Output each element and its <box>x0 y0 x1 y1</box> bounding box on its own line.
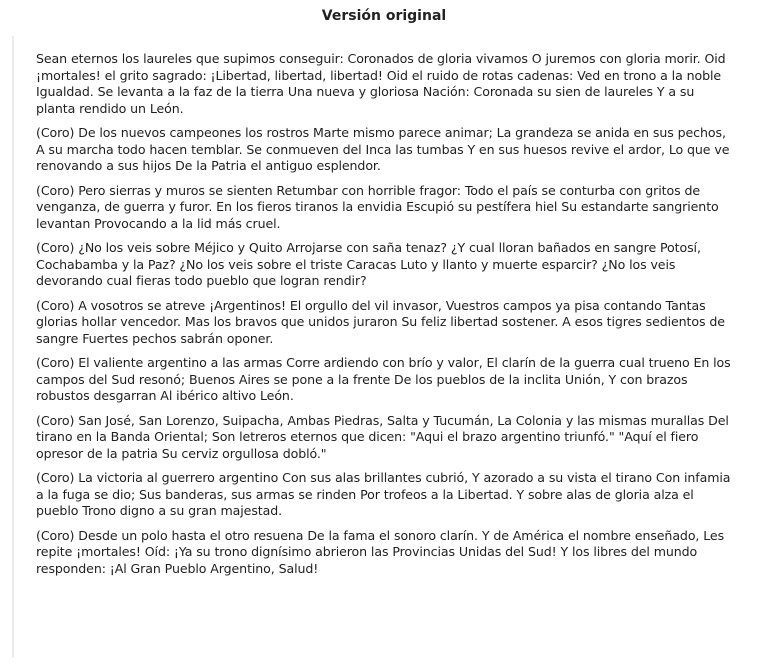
stanza-6: (Coro) El valiente argentino a las armas Corre ardiendo con brío y valor, El clarín de la guerra cual trueno En los campos del Sud resonó; Buenos Aires se pone a la frente De los pueblos de la inclita Unión, Y con brazos robustos desgarran Al ibérico altivo León. <box>36 355 731 403</box>
lyrics-panel <box>12 36 754 658</box>
stanza-1: Sean eternos los laureles que supimos conseguir: Coronados de gloria vivamos O juremos con gloria morir. Oid ¡mortales! el grito sagrado: ¡Libertad, libertad, libertad! Oid el ruido de rotas cadenas: Ved en trono a la noble Igualdad. Se levanta a la faz de la tierra Una nueva y gloriosa Nación: Coronada su sien de laureles Y a su planta rendido un León. <box>36 51 726 116</box>
stanza-9: (Coro) Desde un polo hasta el otro resuena De la fama el sonoro clarín. Y de América el nombre enseñado, Les repite ¡mortales! Oíd: ¡Ya su trono dignísimo abrieron las Provincias Unidas del Sud! Y los libres del mundo responden: ¡Al Gran Pueblo Argentino, Salud! <box>36 527 725 576</box>
stanza-2: (Coro) De los nuevos campeones los rostros Marte mismo parece animar; La grandeza se anida en sus pechos, A su marcha todo hacen temblar. Se conmueven del Inca las tumbas Y en sus huesos revive el ardor, Lo que ve renovando a sus hijos De la Patria el antiguo esplendor. <box>36 125 730 173</box>
page-title: Versión original <box>321 8 447 24</box>
stanza-7: (Coro) San José, San Lorenzo, Suipacha, Ambas Piedras, Salta y Tucumán, La Colonia y las mismas murallas Del tirano en la Banda Oriental; Son letreros eternos que dicen: "Aqui el brazo argentino triunfó." "Aquí el fiero opresor de la patria Su cerviz orgullosa dobló." <box>36 412 729 461</box>
stanza-3: (Coro) Pero sierras y muros se sienten Retumbar con horrible fragor: Todo el país se conturba con gritos de venganza, de guerra y furor. En los fieros tiranos la envidia Escupió su pestífera hiel Su estandarte sangriento levantan Provocando a la lid más cruel. <box>36 182 719 231</box>
stanza-5: (Coro) A vosotros se atreve ¡Argentinos! El orgullo del vil invasor, Vuestros campos ya pisa contando Tantas glorias hollar vencedor. Mas los bravos que unidos juraron Su feliz libertad sostener. A esos tigres sedientos de sangre Fuertes pechos sabrán oponer. <box>36 297 725 346</box>
stanza-8: (Coro) La victoria al guerrero argentino Con sus alas brillantes cubrió, Y azorado a su vista el tirano Con infamia a la fuga se dio; Sus banderas, sus armas se rinden Por trofeos a la Libertad. Y sobre alas de gloria alza el pueblo Trono digno a su gran majestad. <box>36 470 731 518</box>
stanza-4: (Coro) ¿No los veis sobre Méjico y Quito Arrojarse con saña tenaz? ¿Y cual lloran bañados en sangre Potosí, Cochabamba y la Paz? ¿No los veis sobre el triste Caracas Luto y llanto y muerte esparcir? ¿No los veis devorando cual fieras todo pueblo que logran rendir? <box>36 240 701 288</box>
